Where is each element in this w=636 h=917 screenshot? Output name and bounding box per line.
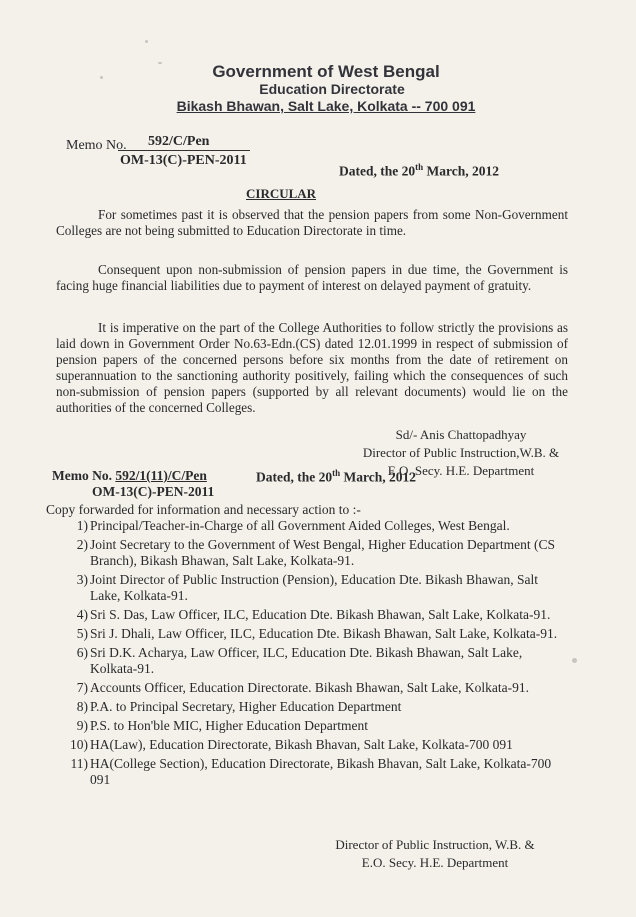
copy-forwarded-text: Copy forwarded for information and necessary action to :- [46, 502, 361, 517]
signature-title-1: Director of Public Instruction,W.B. & [362, 445, 560, 460]
list-item [60, 737, 560, 753]
paper-speck [158, 62, 162, 64]
memo2-label: Memo No. [52, 468, 112, 483]
list-item [60, 756, 560, 788]
header-address-text: Bikash Bhawan, Salt Lake, Kolkata -- 700 091 [176, 98, 476, 114]
list-item-text: Sri D.K. Acharya, Law Officer, ILC, Education Dte. Bikash Bhawan, Salt Lake, Kolkata-91. [90, 645, 523, 676]
list-item-number: 1) [76, 518, 88, 533]
list-item [60, 718, 560, 734]
list-item-number: 4) [76, 607, 88, 622]
paper-speck [572, 658, 577, 663]
memo-label: Memo No. [66, 138, 127, 153]
memo-number: 592/C/Pen [148, 134, 210, 149]
signature-name: Sd/- Anis Chattopadhyay [395, 427, 527, 442]
paper-speck [145, 40, 148, 43]
list-item [60, 607, 560, 623]
list-item-text: Sri J. Dhali, Law Officer, ILC, Education Dte. Bikash Bhawan, Salt Lake, Kolkata-91. [90, 626, 558, 641]
memo-file-number: OM-13(C)-PEN-2011 [120, 153, 247, 168]
list-item-number: 10) [70, 737, 88, 752]
list-item-number: 9) [76, 718, 88, 733]
memo2-file-number: OM-13(C)-PEN-2011 [92, 484, 215, 499]
header-address [8, 98, 636, 114]
memo2-number: 592/1(11)/C/Pen [115, 468, 207, 483]
paragraph-1: For sometimes past it is observed that the pension papers from some Non-Government Colleges are not being submitted to Education Directorate in time. [56, 207, 568, 238]
list-item-text: HA(College Section), Education Directorate, Bikash Bhavan, Salt Lake, Kolkata-700 091 [90, 756, 552, 787]
list-item [60, 537, 560, 569]
header-government: Government of West Bengal [212, 62, 440, 81]
list-item-text: Sri S. Das, Law Officer, ILC, Education Dte. Bikash Bhawan, Salt Lake, Kolkata-91. [90, 607, 551, 622]
memo-underline [118, 150, 250, 151]
memo2-date: Dated, the 20th March, 2012 [256, 468, 417, 485]
list-item-number: 5) [76, 626, 88, 641]
list-item [60, 645, 560, 677]
paragraph-3: It is imperative on the part of the College Authorities to follow strictly the provisions as laid down in Government Order No.63-Edn.(CS) dated 12.01.1999 in respect of submission of pension papers of the concerned persons before six months from the date of retirement on superannuation to the sanctioning authority positively, failing which the consequences of such non-submission of pension papers (supported by all relevant documents) would lie on the authorities of the concerned Colleges. [56, 320, 568, 415]
memo2-line [52, 468, 207, 484]
list-item-text: Joint Director of Public Instruction (Pension), Education Dte. Bikash Bhawan, Salt Lake, Kolkata-91. [90, 572, 539, 603]
paragraph-2: Consequent upon non-submission of pension papers in due time, the Government is facing huge financial liabilities due to payment of interest on delayed payment of gratuity. [56, 262, 568, 293]
list-item [60, 626, 560, 642]
list-item-number: 8) [76, 699, 88, 714]
list-item [60, 518, 560, 534]
list-item-text: P.S. to Hon'ble MIC, Higher Education Department [90, 718, 369, 733]
list-item-number: 3) [76, 572, 88, 587]
header-directorate: Education Directorate [259, 81, 405, 97]
signature-block-2 [300, 836, 570, 872]
signature-title-2: E.O. Secy. H.E. Department [387, 463, 535, 478]
list-item [60, 680, 560, 696]
list-item-number: 11) [70, 756, 88, 771]
recipient-list [60, 518, 560, 791]
list-item-text: Joint Secretary to the Government of West Bengal, Higher Education Department (CS Branch), Bikash Bhawan, Salt Lake, Kolkata-91. [90, 537, 556, 568]
list-item [60, 572, 560, 604]
list-item-number: 2) [76, 537, 88, 552]
list-item-number: 7) [76, 680, 88, 695]
list-item-text: Accounts Officer, Education Directorate. Bikash Bhawan, Salt Lake, Kolkata-91. [90, 680, 529, 695]
signature2-title-1: Director of Public Instruction, W.B. & [335, 837, 535, 852]
list-item-text: HA(Law), Education Directorate, Bikash Bhavan, Salt Lake, Kolkata-700 091 [90, 737, 513, 752]
signature2-title-2: E.O. Secy. H.E. Department [361, 855, 509, 870]
paper-speck [100, 76, 103, 79]
list-item-text: Principal/Teacher-in-Charge of all Government Aided Colleges, West Bengal. [90, 518, 510, 533]
list-item [60, 699, 560, 715]
list-item-number: 6) [76, 645, 88, 660]
memo-date: Dated, the 20th March, 2012 [339, 162, 500, 179]
circular-title: CIRCULAR [246, 186, 317, 201]
list-item-text: P.A. to Principal Secretary, Higher Education Department [90, 699, 402, 714]
